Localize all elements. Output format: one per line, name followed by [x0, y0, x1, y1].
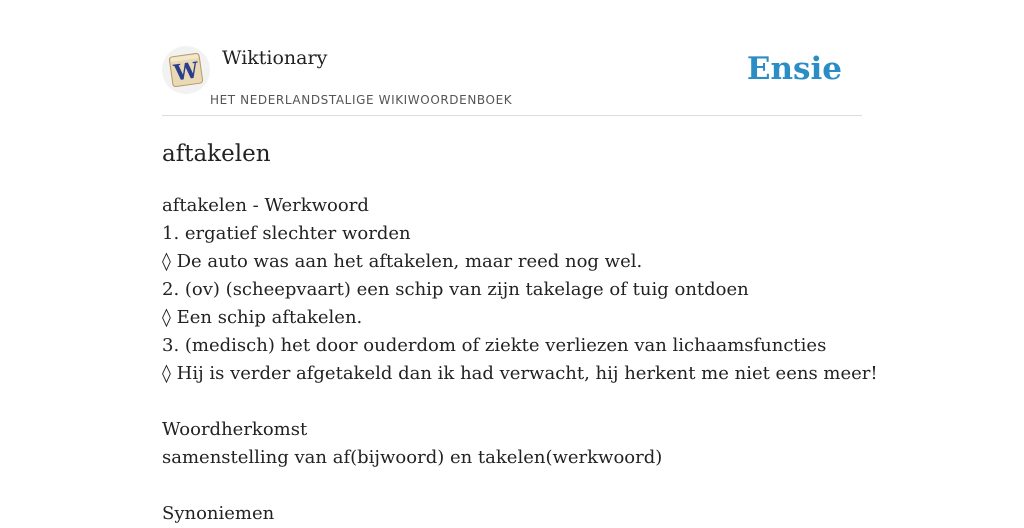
definition-line: 2. (ov) (scheepvaart) een schip van zijn takelage of tuig ontdoen — [162, 279, 749, 300]
page-container — [162, 0, 878, 524]
etymology-heading: Woordherkomst — [162, 419, 308, 440]
section-gap — [162, 472, 862, 500]
example-line: ◊ De auto was aan het aftakelen, maar reed nog wel. — [162, 251, 643, 272]
wiktionary-logo-icon[interactable] — [162, 46, 210, 94]
definition-line: 1. ergatief slechter worden — [162, 223, 411, 244]
synonyms-heading: Synoniemen — [162, 503, 275, 524]
page-title: aftakelen — [162, 141, 271, 167]
site-tagline: HET NEDERLANDSTALIGE WIKIWOORDENBOEK — [210, 93, 513, 107]
example-line: ◊ Een schip aftakelen. — [162, 307, 363, 328]
site-name[interactable]: Wiktionary — [222, 47, 328, 69]
entry-body — [162, 192, 878, 528]
definition-line: 3. (medisch) het door ouderdom of ziekte verliezen van lichaamsfuncties — [162, 335, 827, 356]
etymology-text: samenstelling van af(bijwoord) en takelen(werkwoord) — [162, 447, 663, 468]
ensie-brand-link[interactable]: Ensie — [746, 51, 842, 87]
svg-text:W: W — [172, 57, 201, 87]
example-line: ◊ Hij is verder afgetakeld dan ik had verwacht, hij herkent me niet eens meer! — [162, 363, 878, 384]
entry-heading: aftakelen - Werkwoord — [162, 195, 369, 216]
header-divider — [162, 115, 862, 116]
section-gap — [162, 388, 862, 416]
